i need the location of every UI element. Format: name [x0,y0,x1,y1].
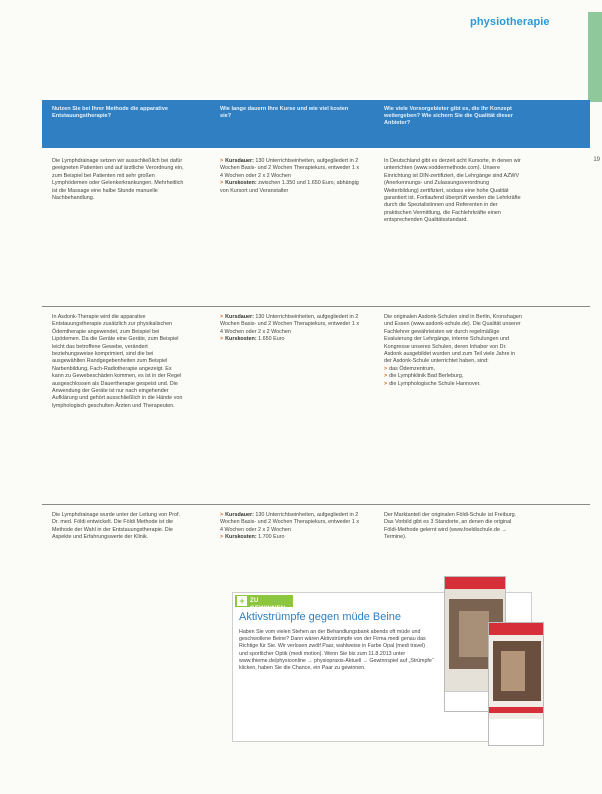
plus-icon: + [237,596,247,606]
header-question-1: Nutzen Sie bei Ihrer Methode die apparative Entstauungstherapie? [52,106,168,119]
table-header [42,100,590,148]
row3-col3: Der Marktanteil der originalen Földi-Schule ist Freiburg. Das Vorbild gibt es 3 Standorte, an denen die original Földi-Methode gelernt wird (www.foeldischule.de → Termine). [384,512,517,541]
brand-logo: physiotherapie [470,16,550,28]
header-question-2: Wie lange dauern Ihre Kurse und wie viel kosten sie? [220,106,349,119]
row3-col1: Die Lymphdrainage wurde unter der Leitung von Prof. Dr. med. Földi entwickelt. Die Földi Methode ist die Methode der Wahl in der Entstauungstherapie. Die Aspekte und Erfahrungswerte der Klinik. [52,512,181,541]
list-item: > die Lymphklinik Bad Berleburg, [384,373,464,380]
row-divider [42,504,590,505]
row1-col1: Die Lymphdrainage setzen wir ausschließlich bei dafür geeigneten Patienten und auf ärztliche Verordnung ein, zum Beispiel bei Patienten mit sehr großen Lymphödemen oder Gelenkerkrankungen. Mehrheitlich ist die Massage eine halbe Stunde manuelle Nachbehandlung. [52,158,184,202]
promo-tag: + ZU GEWINNEN [235,595,293,607]
row-divider [42,306,590,307]
list-item: > die Lymphologische Schule Hannover. [384,380,481,387]
row2-col1: In Asdonk-Therapie wird die apparative Entstauungstherapie zusätzlich zur physikalischen Ödemtherapie angewendet, zum Beispiel bei Lipödemen. Da die Geräte eine Geräte, zum Beispiel leicht das betroffene Gewebe, verändert beziehungsweise komprimiert, sind die bei ausgewählten Randgegebenheiten zum Beispiel Narbenbildung, Fach-Radiotherapie angezeigt. Es kann zu Gewebeschäden kommen, es ist in der Regel ausgeschlossen als Dauertherapie gespeist und. Die Anwendung der Geräte ist nur nach eingehender Aufklärung und gehört ausschließlich in die Hände von lymphologisch geschulten Ärzten und Therapeuten. [52,314,183,409]
list-item: > Kursdauer: 130 Unterrichtseinheiten, aufgegliedert in 2 Wochen Basis- und 2 Wochen Therapiekurs, entweder 1 x 4 Wochen oder 2 x 2 Wochen [220,314,360,335]
row1-col2 [220,158,362,195]
row2-col3: Die originalen Asdonk-Schulen sind in Berlin, Kronshagen und Essen (www.asdonk-schule.de). Die Qualität unserer Fachlehrer gewährleisten wir durch regelmäßige Evaluierung der Lehrgänge, interne Schulungen und Kongresse unseres Schulen, deren Inhaber von Dr. Asdonk ausgebildet wurden und zum Teil viele Jahre in der Asdonk-Schule unterrichtet haben, sind: > das Ödemzentrum, > die Lymphklinik Bad Berleburg, > die Lymphologische Schule Hannover. [384,314,522,387]
list-item: > Kurskosten: 1.650 Euro [220,336,285,343]
header-question-3: Wie viele Vorsorgebieter gibt es, die Ihr Konzept weitergeben? Wie sichern Sie die Qualität dieser Anbieter? [384,106,513,126]
edge-color-tab [588,12,602,102]
product-box-image [488,622,544,746]
row2-col2 [220,314,362,344]
row3-col2 [220,512,362,542]
list-item: > Kurskosten: 1.700 Euro [220,534,285,541]
list-item: > Kurskosten: zwischen 1.350 und 1.650 Euro, abhängig von Kursort und Veranstalter [220,180,359,194]
promo-title: Aktivstrümpfe gegen müde Beine [239,611,402,623]
list-item: > das Ödemzentrum, [384,365,435,372]
row1-col3: In Deutschland gibt es derzeit acht Kursorte, in denen wir unterrichten (www.voddermethode.com). Unsere Einrichtung ist DIN-zertifiziert, die Lehrgänge sind AZWV (Anerkennungs- und Zulassungsverordnung Weiterbildung) zertifiziert, sodass eine hohe Qualität garantiert ist. Fortlaufend überprüft werden die Lehrkräfte durch die Spezialistinnen und Referenten in der praktischen Vermittlung, die Fachlehrkräfte einen entsprechenden Qualitätsstandard. [384,158,521,224]
promo-body: Haben Sie vom vielen Stehen an der Behandlungsbank abends oft müde und geschwollene Beine? Dann wären Aktivstrümpfe von der Firma medi genau das Richtige für Sie. Wir verlosen zwölf Paar, wahlweise in Farbe Opal (medi travel) und sportlicher Optik (medi motion). Wenn Sie bis zum 11.8.2013 unter www.thieme.de/physioonline → physiopraxis-Aktuell → Gewinnspiel auf „Strümpfe“ klicken, haben Sie die Chance, ein Paar zu gewinnen. [239,629,434,672]
list-item: > Kursdauer: 130 Unterrichtseinheiten, aufgegliedert in 2 Wochen Basis- und 2 Wochen Therapiekurs, entweder 1 x 4 Wochen oder 2 x 2 Wochen [220,158,360,179]
page-number: 19 [593,157,600,163]
list-item: > Kursdauer: 130 Unterrichtseinheiten, aufgegliedert in 2 Wochen Basis- und 2 Wochen Therapiekurs, entweder 1 x 4 Wochen oder 2 x 2 Wochen [220,512,360,533]
